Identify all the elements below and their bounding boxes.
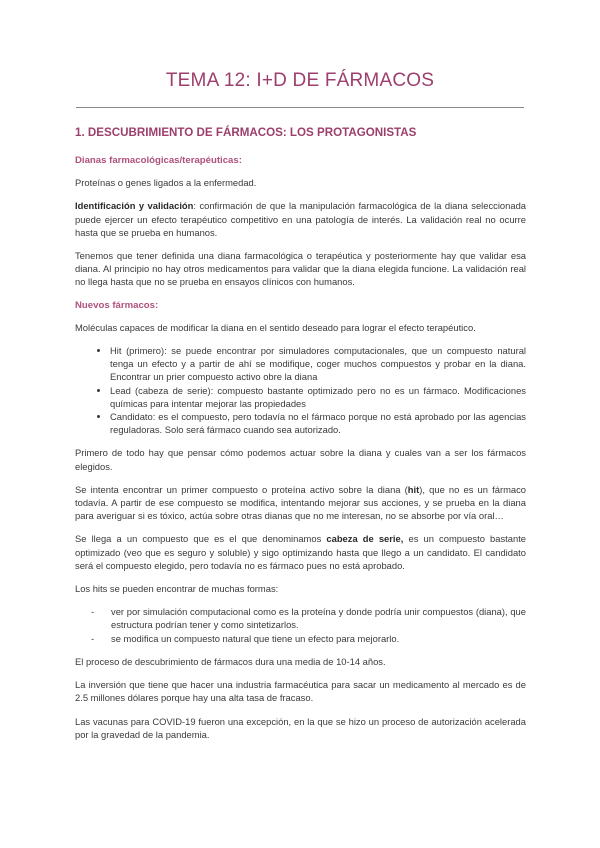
text-identificacion: : confirmación de que la manipulación farmacológica de la diana seleccionada puede ejercer un efecto terapéutico competitivo en una patología de interés. La validación real no ocurre hasta que se prueba en humanos. bbox=[75, 200, 526, 238]
dash-marker: - bbox=[91, 632, 95, 644]
bold-cabeza: cabeza de serie, bbox=[326, 533, 404, 545]
text-hit-b: ), que no es un fármaco todavía. A partir de ese compuesto se modifica, intentando mejorar sus acciones, y se prueba en la diana para averiguar si es tóxico, actúa sobre otras dianas que no me interesan, no se absorbe por vía oral… bbox=[75, 483, 527, 522]
paragraph-hit bbox=[75, 483, 526, 523]
list-item: • Lead (cabeza de serie): compuesto bastante optimizado pero no es un fármaco. Modificaciones químicas para intentar mejorar las propiedades bbox=[110, 384, 526, 410]
text-cabeza-b: es un compuesto bastante optimizado (veo que es seguro y soluble) y sigo optimizando hasta que llego a un candidato. El candidato será el compuesto elegido, pero todavía no es fármaco pues no está aprobado. bbox=[75, 533, 527, 571]
page-title: TEMA 12: I+D DE FÁRMACOS bbox=[165, 70, 435, 91]
dash-text: ver por simulación computacional como es la proteína y donde podría unir compuestos (diana), que estructura podrían tener y como sintetizarlos. bbox=[111, 606, 526, 631]
subheading-nuevos: Nuevos fármacos: bbox=[75, 299, 159, 311]
paragraph-primero: Primero de todo hay que pensar cómo podemos actuar sobre la diana y cuales van a ser los fármacos elegidos. bbox=[75, 447, 526, 472]
paragraph-hits-formas: Los hits se pueden encontrar de muchas formas: bbox=[75, 583, 279, 595]
bullet-list bbox=[75, 344, 526, 436]
paragraph-inversion: La inversión que tiene que hacer una industria farmacéutica para sacar un medicamento al mercado es de 2.5 millones dólares porque hay una alta tasa de fracaso. bbox=[75, 679, 526, 704]
paragraph-cabeza bbox=[75, 532, 526, 572]
section-heading: 1. DESCUBRIMIENTO DE FÁRMACOS: LOS PROTAGONISTAS bbox=[75, 126, 417, 139]
text-hit-a: Se intenta encontrar un primer compuesto o proteína activo sobre la diana ( bbox=[75, 483, 408, 495]
list-item bbox=[91, 605, 526, 631]
paragraph-proceso: El proceso de descubrimiento de fármacos dura una media de 10-14 años. bbox=[75, 655, 386, 667]
paragraph-identificacion bbox=[75, 199, 526, 239]
paragraph-vacunas: Las vacunas para COVID-19 fueron una excepción, en la que se hizo un proceso de autorización acelerada por la gravedad de la pandemia. bbox=[75, 715, 526, 740]
subheading-dianas: Dianas farmacológicas/terapéuticas: bbox=[75, 155, 242, 166]
list-item: • Candidato: es el compuesto, pero todavía no el fármaco porque no está aprobado por las agencias reguladoras. Solo será fármaco cuando sea autorizado. bbox=[110, 410, 526, 436]
bold-hit: hit bbox=[407, 483, 420, 495]
list-item: • Hit (primero): se puede encontrar por simuladores computacionales, que un compuesto natural tenga un efecto y a partir de ahí se modifique, coger muchos compuestos y probar en la diana. Encontrar un prier compuesto activo obre la diana bbox=[110, 344, 526, 384]
title-divider bbox=[76, 107, 524, 108]
dash-text: se modifica un compuesto natural que tiene un efecto para mejorarlo. bbox=[111, 632, 400, 644]
paragraph-proteinas: Proteínas o genes ligados a la enfermedad. bbox=[75, 177, 257, 189]
dash-marker: - bbox=[91, 606, 95, 618]
paragraph-tenemos: Tenemos que tener definida una diana farmacológica o terapéutica y posteriormente hay que validar esa diana. Al principio no hay otros medicamentos para validar que la diana elegida funcione. La validación real no llega hasta que no se prueba en ensayos clínicos con humanos. bbox=[75, 250, 526, 288]
text-cabeza-a: Se llega a un compuesto que es el que denominamos bbox=[75, 533, 327, 545]
list-item bbox=[91, 632, 526, 645]
dash-list bbox=[75, 605, 526, 645]
paragraph-moleculas: Moléculas capaces de modificar la diana en el sentido deseado para lograr el efecto terapéutico. bbox=[75, 321, 476, 333]
bold-identificacion: Identificación y validación bbox=[75, 200, 194, 212]
document-body bbox=[75, 125, 526, 751]
